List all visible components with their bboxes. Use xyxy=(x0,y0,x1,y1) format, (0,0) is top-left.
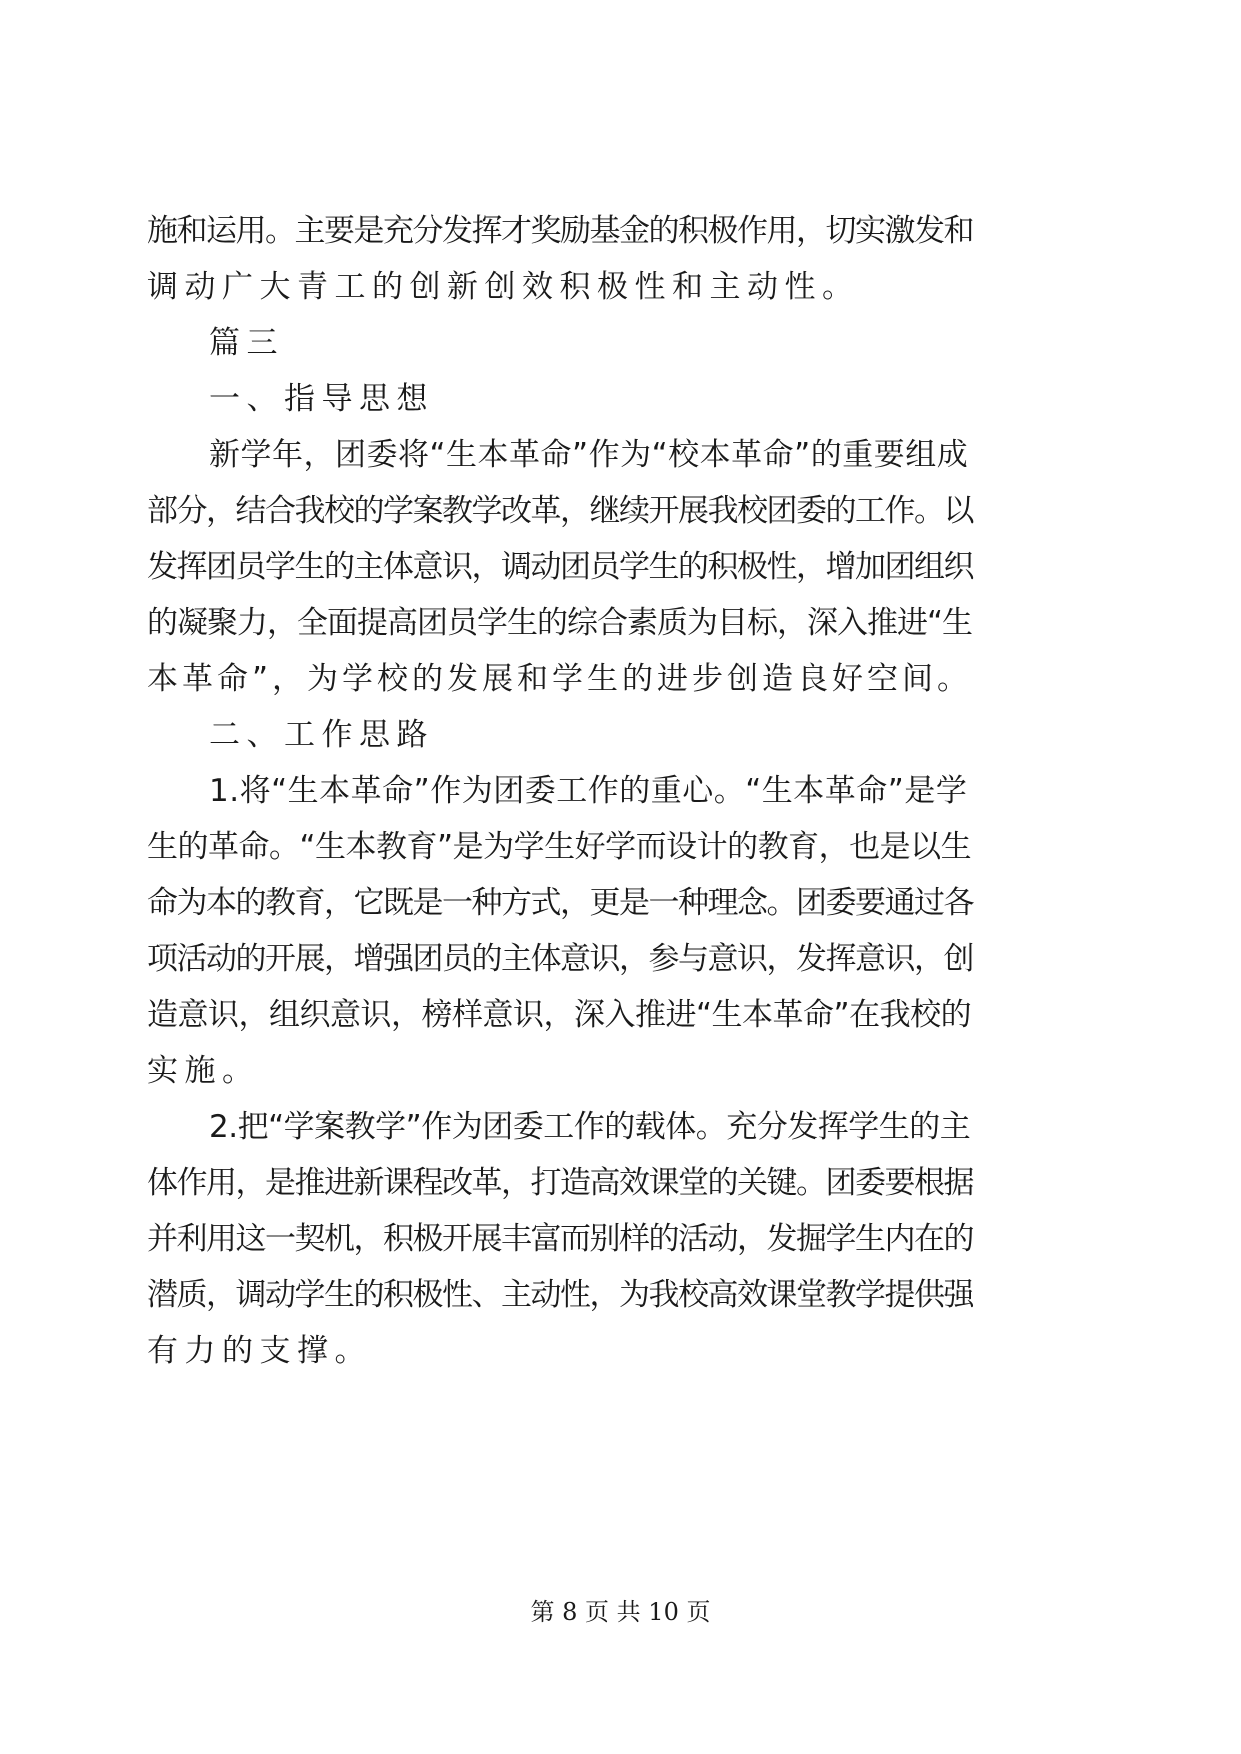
body-line: 部分，结合我校的学案教学改革，继续开展我校团委的工作。以 xyxy=(147,493,973,529)
body-line: 并利用这一契机，积极开展丰富而别样的活动，发掘学生内在的 xyxy=(147,1221,973,1257)
body-line: 命为本的教育，它既是一种方式，更是一种理念。团委要通过各 xyxy=(147,885,973,921)
body-line: 潜质，调动学生的积极性、主动性，为我校高效课堂教学提供强 xyxy=(147,1277,973,1313)
body-line: 的凝聚力，全面提高团员学生的综合素质为目标，深入推进“生 xyxy=(147,605,973,641)
body-line: 本革命”，为学校的发展和学生的进步创造良好空间。 xyxy=(147,661,973,697)
body-line: 体作用，是推进新课程改革，打造高效课堂的关键。团委要根据 xyxy=(147,1165,973,1201)
body-line: 调动广大青工的创新创效积极性和主动性。 xyxy=(147,269,860,305)
body-line: 发挥团员学生的主体意识，调动团员学生的积极性，增加团组织 xyxy=(147,549,973,585)
body-line: 项活动的开展，增强团员的主体意识，参与意识，发挥意识，创 xyxy=(147,941,973,977)
body-line: 造意识，组织意识，榜样意识，深入推进“生本革命”在我校的 xyxy=(147,997,972,1033)
section-heading: 一、指导思想 xyxy=(209,381,434,417)
body-line: 有力的支撑。 xyxy=(147,1333,372,1369)
body-line: 实施。 xyxy=(147,1053,260,1089)
body-line: 新学年，团委将“生本革命”作为“校本革命”的重要组成 xyxy=(209,437,969,473)
section-heading: 二、工作思路 xyxy=(209,717,434,753)
body-line: 1.将“生本革命”作为团委工作的重心。“生本革命”是学 xyxy=(209,773,968,809)
body-line: 2.把“学案教学”作为团委工作的载体。充分发挥学生的主 xyxy=(209,1109,971,1145)
section-heading: 篇三 xyxy=(209,325,284,361)
page-number-footer: 第 8 页 共 10 页 xyxy=(530,1598,711,1626)
body-line: 施和运用。主要是充分发挥才奖励基金的积极作用，切实激发和 xyxy=(147,213,973,249)
body-line: 生的革命。“生本教育”是为学生好学而设计的教育，也是以生 xyxy=(147,829,972,865)
